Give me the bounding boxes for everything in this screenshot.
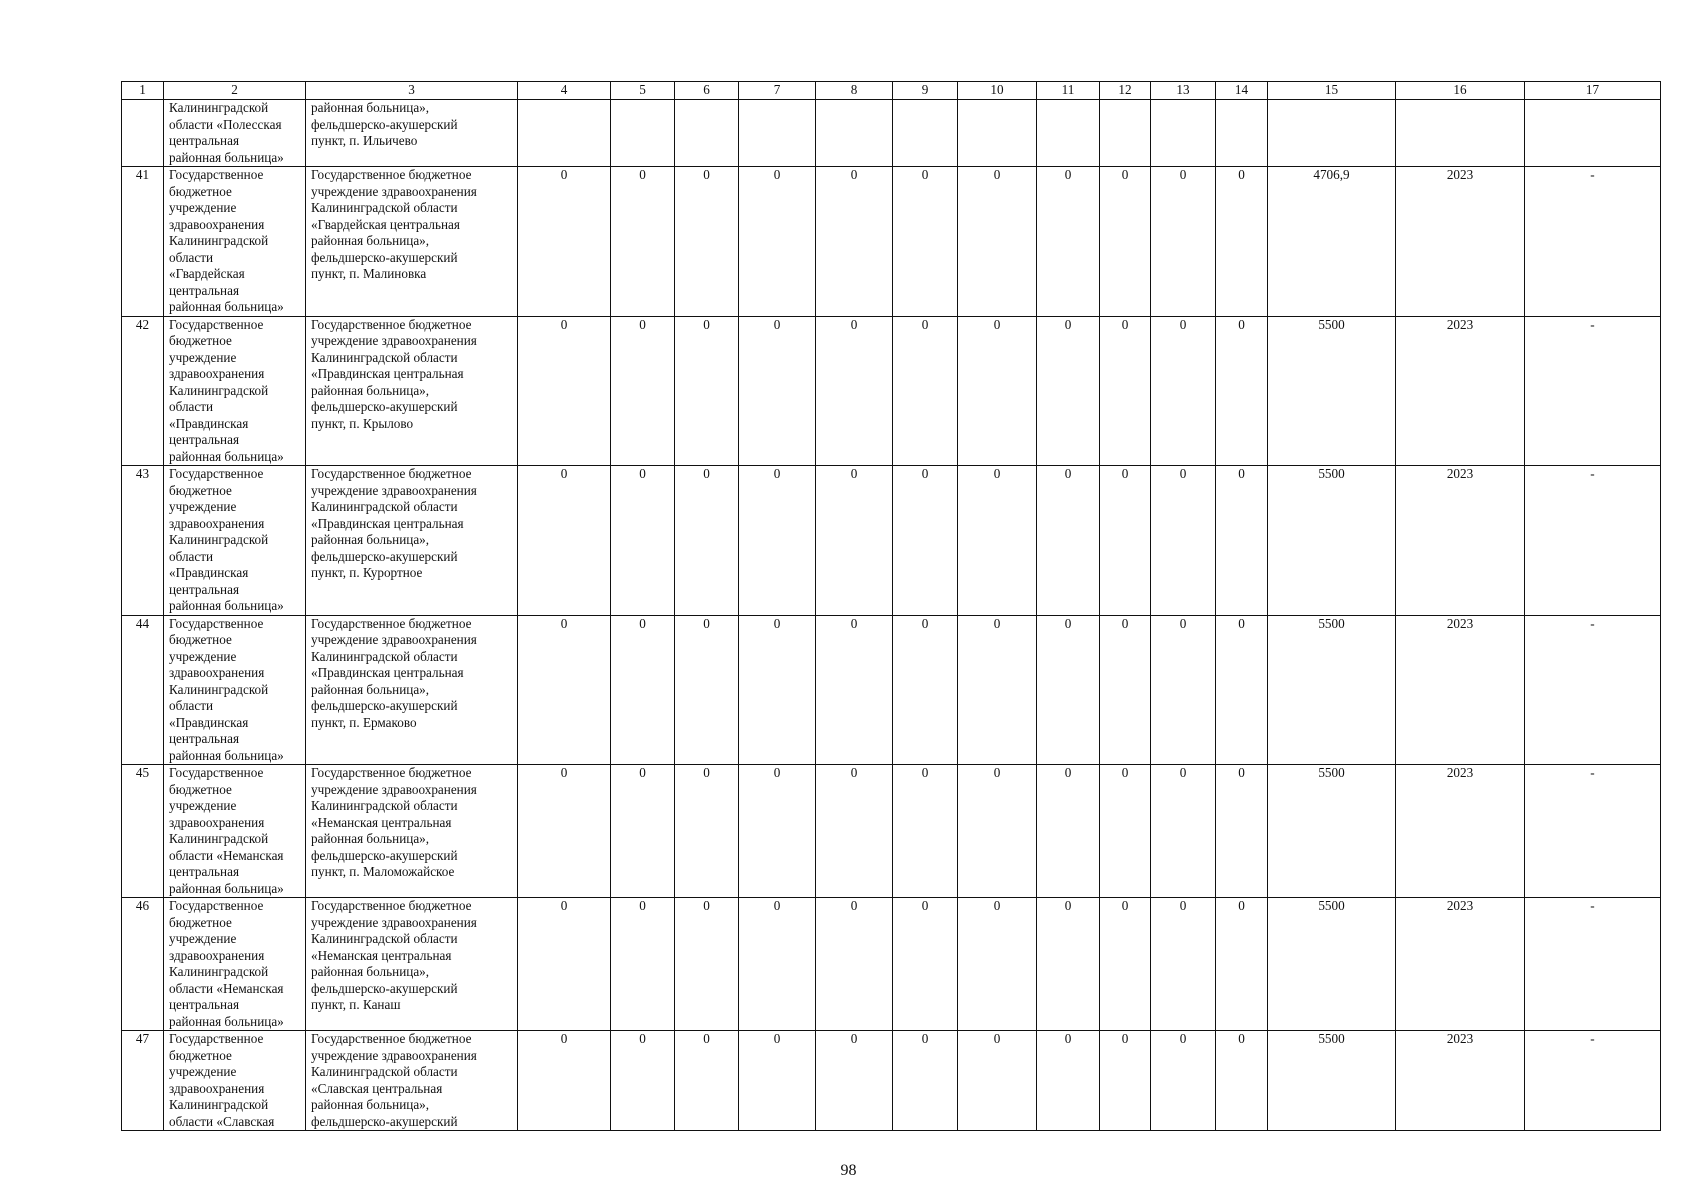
table-header-row [122,82,1661,100]
table-cell-col-9: 0 [893,898,958,1031]
table-cell-col-1: 46 [122,898,164,1031]
table-row [122,167,1661,317]
table-cell-col-14: 0 [1216,615,1268,765]
table-cell-col-5: 0 [611,1031,675,1131]
table-cell-col-13: 0 [1151,1031,1216,1131]
table-cell-col-4: 0 [518,765,611,898]
column-header-4: 4 [518,82,611,100]
table-cell-col-17: - [1525,167,1661,317]
column-header-15: 15 [1268,82,1396,100]
table-cell-col-12: 0 [1100,615,1151,765]
column-header-5: 5 [611,82,675,100]
table-cell-col-12 [1100,100,1151,167]
page-number: 98 [840,1162,857,1179]
table-cell-col-12: 0 [1100,466,1151,616]
table-cell-col-11: 0 [1037,898,1100,1031]
column-header-16: 16 [1396,82,1525,100]
table-cell-col-17: - [1525,1031,1661,1131]
table-cell-col-15 [1268,100,1396,167]
table-cell-col-6: 0 [675,765,739,898]
table-cell-col-16: 2023 [1396,898,1525,1031]
table-cell-col-1: 41 [122,167,164,317]
column-header-6: 6 [675,82,739,100]
table-cell-col-17: - [1525,615,1661,765]
table-cell-col-8 [816,100,893,167]
table-cell-col-10: 0 [958,316,1037,466]
table-cell-col-4: 0 [518,466,611,616]
table-cell-col-16: 2023 [1396,1031,1525,1131]
table-cell-col-8: 0 [816,316,893,466]
table-cell-col-11: 0 [1037,765,1100,898]
table-cell-col-1: 44 [122,615,164,765]
column-header-13: 13 [1151,82,1216,100]
column-header-10: 10 [958,82,1037,100]
table-cell-col-4: 0 [518,898,611,1031]
column-header-12: 12 [1100,82,1151,100]
table-cell-col-14: 0 [1216,765,1268,898]
column-header-14: 14 [1216,82,1268,100]
table-cell-col-15: 5500 [1268,765,1396,898]
table-cell-col-16: 2023 [1396,765,1525,898]
table-cell-col-3: Государственное бюджетное учреждение здравоохранения Калининградской области «Неманская центральная районная больница», фельдшерско-акушерский пункт, п. Маломожайское [306,765,518,898]
table-cell-col-11: 0 [1037,316,1100,466]
table-cell-col-4 [518,100,611,167]
table-cell-col-12: 0 [1100,167,1151,317]
table-row [122,316,1661,466]
table-cell-col-2: Государственное бюджетное учреждение здравоохранения Калининградской области «Правдинская центральная районная больница» [164,316,306,466]
table-cell-col-5: 0 [611,765,675,898]
table-cell-col-13: 0 [1151,898,1216,1031]
table-cell-col-6: 0 [675,466,739,616]
table-cell-col-9: 0 [893,1031,958,1131]
table-row [122,100,1661,167]
table-row [122,615,1661,765]
table-cell-col-5: 0 [611,898,675,1031]
table-cell-col-16: 2023 [1396,316,1525,466]
table-cell-col-5 [611,100,675,167]
table-cell-col-1: 43 [122,466,164,616]
table-cell-col-13 [1151,100,1216,167]
table-cell-col-11: 0 [1037,167,1100,317]
table-cell-col-8: 0 [816,898,893,1031]
table-cell-col-17: - [1525,316,1661,466]
table-cell-col-7: 0 [739,898,816,1031]
table-cell-col-1 [122,100,164,167]
table-cell-col-4: 0 [518,615,611,765]
table-cell-col-8: 0 [816,615,893,765]
table-cell-col-5: 0 [611,466,675,616]
table-cell-col-6: 0 [675,615,739,765]
table-cell-col-9: 0 [893,316,958,466]
table-cell-col-6: 0 [675,316,739,466]
table-cell-col-9 [893,100,958,167]
table-row [122,466,1661,616]
table-cell-col-5: 0 [611,167,675,317]
table-cell-col-4: 0 [518,1031,611,1131]
column-header-7: 7 [739,82,816,100]
table-cell-col-4: 0 [518,316,611,466]
table-cell-col-11 [1037,100,1100,167]
table-cell-col-16: 2023 [1396,167,1525,317]
table-cell-col-6: 0 [675,898,739,1031]
table-cell-col-16: 2023 [1396,615,1525,765]
table-cell-col-9: 0 [893,167,958,317]
table-cell-col-13: 0 [1151,765,1216,898]
table-cell-col-11: 0 [1037,615,1100,765]
table-cell-col-15: 4706,9 [1268,167,1396,317]
table-cell-col-5: 0 [611,316,675,466]
table-cell-col-6 [675,100,739,167]
table-cell-col-13: 0 [1151,466,1216,616]
table-cell-col-10: 0 [958,167,1037,317]
column-header-3: 3 [306,82,518,100]
table-cell-col-13: 0 [1151,615,1216,765]
table-cell-col-6: 0 [675,1031,739,1131]
data-table [121,81,1661,1131]
table-cell-col-3: Государственное бюджетное учреждение здравоохранения Калининградской области «Славская центральная районная больница», фельдшерско-акушерский [306,1031,518,1131]
table-cell-col-2: Калининградской области «Полесская центральная районная больница» [164,100,306,167]
table-cell-col-4: 0 [518,167,611,317]
table-cell-col-3: Государственное бюджетное учреждение здравоохранения Калининградской области «Неманская центральная районная больница», фельдшерско-акушерский пункт, п. Канаш [306,898,518,1031]
table-cell-col-1: 47 [122,1031,164,1131]
table-cell-col-15: 5500 [1268,466,1396,616]
column-header-2: 2 [164,82,306,100]
table-cell-col-11: 0 [1037,466,1100,616]
table-row [122,1031,1661,1131]
table-cell-col-10 [958,100,1037,167]
table-cell-col-14 [1216,100,1268,167]
table-cell-col-1: 42 [122,316,164,466]
table-cell-col-12: 0 [1100,1031,1151,1131]
table-cell-col-2: Государственное бюджетное учреждение здравоохранения Калининградской области «Неманская центральная районная больница» [164,765,306,898]
table-cell-col-14: 0 [1216,466,1268,616]
table-cell-col-10: 0 [958,615,1037,765]
table-cell-col-14: 0 [1216,167,1268,317]
table-cell-col-14: 0 [1216,898,1268,1031]
table-cell-col-2: Государственное бюджетное учреждение здравоохранения Калининградской области «Правдинская центральная районная больница» [164,466,306,616]
table-cell-col-17: - [1525,466,1661,616]
table-cell-col-3: Государственное бюджетное учреждение здравоохранения Калининградской области «Гвардейская центральная районная больница», фельдшерско-акушерский пункт, п. Малиновка [306,167,518,317]
table-cell-col-17: - [1525,898,1661,1031]
column-header-17: 17 [1525,82,1661,100]
table-cell-col-13: 0 [1151,167,1216,317]
table-cell-col-10: 0 [958,898,1037,1031]
table-body [122,100,1661,1131]
table-cell-col-7 [739,100,816,167]
table-cell-col-8: 0 [816,167,893,317]
table-cell-col-16 [1396,100,1525,167]
table-cell-col-7: 0 [739,316,816,466]
table-cell-col-10: 0 [958,765,1037,898]
table-cell-col-8: 0 [816,765,893,898]
column-header-11: 11 [1037,82,1100,100]
table-cell-col-15: 5500 [1268,898,1396,1031]
table-cell-col-5: 0 [611,615,675,765]
table-cell-col-12: 0 [1100,316,1151,466]
table-cell-col-12: 0 [1100,898,1151,1031]
table-cell-col-8: 0 [816,1031,893,1131]
table-cell-col-16: 2023 [1396,466,1525,616]
table-cell-col-8: 0 [816,466,893,616]
table-cell-col-2: Государственное бюджетное учреждение здравоохранения Калининградской области «Неманская центральная районная больница» [164,898,306,1031]
table-cell-col-2: Государственное бюджетное учреждение здравоохранения Калининградской области «Славская [164,1031,306,1131]
table-cell-col-9: 0 [893,765,958,898]
table-cell-col-13: 0 [1151,316,1216,466]
table-cell-col-7: 0 [739,1031,816,1131]
table-cell-col-11: 0 [1037,1031,1100,1131]
table-cell-col-2: Государственное бюджетное учреждение здравоохранения Калининградской области «Гвардейская центральная районная больница» [164,167,306,317]
table-cell-col-15: 5500 [1268,1031,1396,1131]
column-header-8: 8 [816,82,893,100]
table-cell-col-9: 0 [893,615,958,765]
table-cell-col-14: 0 [1216,316,1268,466]
table-cell-col-10: 0 [958,466,1037,616]
table-cell-col-7: 0 [739,615,816,765]
table-cell-col-15: 5500 [1268,316,1396,466]
table-cell-col-3: Государственное бюджетное учреждение здравоохранения Калининградской области «Правдинская центральная районная больница», фельдшерско-акушерский пункт, п. Ермаково [306,615,518,765]
table-cell-col-3: Государственное бюджетное учреждение здравоохранения Калининградской области «Правдинская центральная районная больница», фельдшерско-акушерский пункт, п. Крылово [306,316,518,466]
table-cell-col-3: Государственное бюджетное учреждение здравоохранения Калининградской области «Правдинская центральная районная больница», фельдшерско-акушерский пункт, п. Курортное [306,466,518,616]
table-cell-col-12: 0 [1100,765,1151,898]
table-cell-col-2: Государственное бюджетное учреждение здравоохранения Калининградской области «Правдинская центральная районная больница» [164,615,306,765]
table-cell-col-10: 0 [958,1031,1037,1131]
table-cell-col-7: 0 [739,466,816,616]
table-cell-col-17 [1525,100,1661,167]
table-cell-col-7: 0 [739,167,816,317]
table-cell-col-9: 0 [893,466,958,616]
table-cell-col-1: 45 [122,765,164,898]
table-cell-col-14: 0 [1216,1031,1268,1131]
table-cell-col-17: - [1525,765,1661,898]
table-cell-col-3: районная больница», фельдшерско-акушерский пункт, п. Ильичево [306,100,518,167]
table-cell-col-15: 5500 [1268,615,1396,765]
column-header-9: 9 [893,82,958,100]
column-header-1: 1 [122,82,164,100]
table-row [122,898,1661,1031]
table-cell-col-7: 0 [739,765,816,898]
table-cell-col-6: 0 [675,167,739,317]
table-row [122,765,1661,898]
